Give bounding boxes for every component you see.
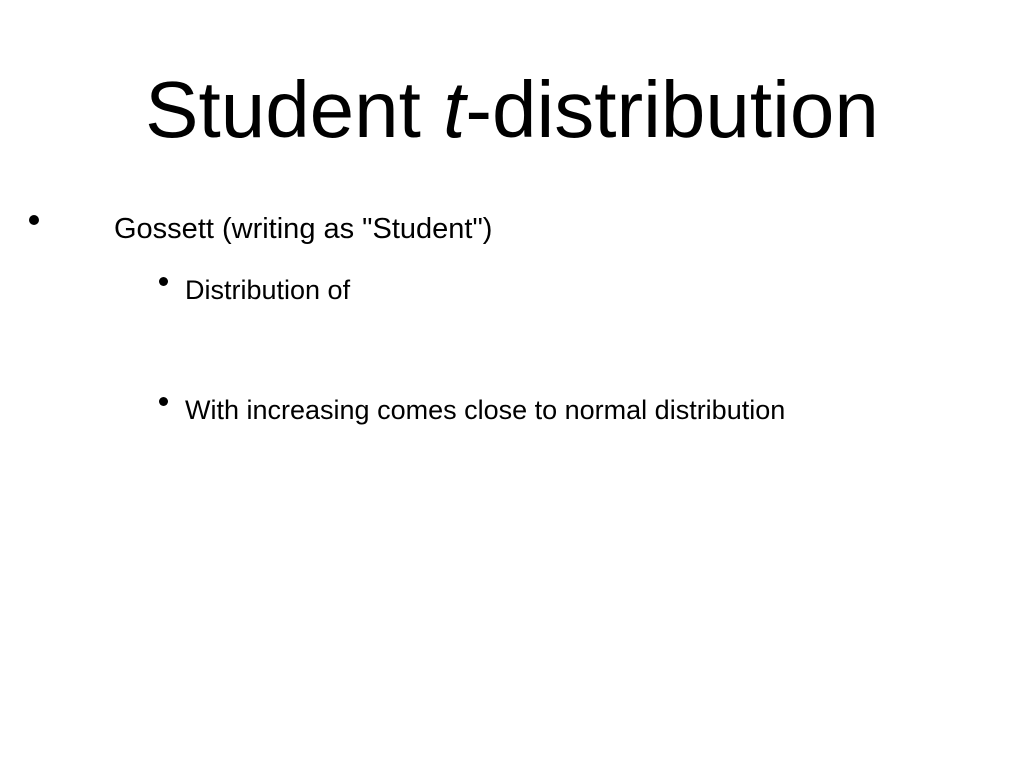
sub-bullet-dot-icon [159,277,168,286]
sub-bullet-increasing: With increasing comes close to normal distribution [185,395,786,425]
title-text-start: Student [145,65,444,154]
title-text-end: -distribution [465,65,879,154]
bullet-dot-icon [29,215,39,225]
sub-bullet-dot-icon [159,397,168,406]
title-italic-variable: t [443,65,466,154]
sub-bullet-distribution: Distribution of [185,275,351,305]
bullet-gossett: Gossett (writing as "Student") [114,213,493,245]
slide-title [0,62,1024,158]
